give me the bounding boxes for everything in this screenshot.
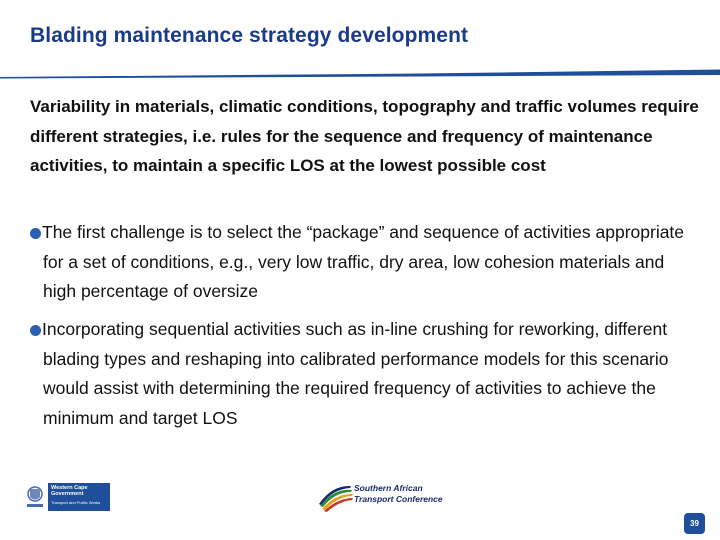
bullet-item-1 xyxy=(30,218,702,307)
intro-paragraph: Variability in materials, climatic conditions, topography and traffic volumes require different strategies, i.e. rules for the sequence and frequency of maintenance activities, to maintain a specific LOS at the lowest possible cost xyxy=(30,97,699,175)
bullet-item-2 xyxy=(30,315,702,433)
bullet-text-2: Incorporating sequential activities such as in-line crushing for reworking, different blading types and reshaping into calibrated performance models for this scenario would assist with determining the required frequency of activities to achieve the minimum and target LOS xyxy=(42,319,669,428)
wcg-logo-line1: Western Cape xyxy=(51,485,88,491)
satc-logo xyxy=(318,480,443,514)
satc-logo-line1: Southern African xyxy=(354,483,423,493)
title-rule xyxy=(0,66,720,80)
coat-of-arms-icon xyxy=(22,483,48,511)
wcg-logo-line3: Transport and Public Works xyxy=(51,500,101,506)
bullet-text-1: The first challenge is to select the “package” and sequence of activities appropriate for a set of conditions, e.g., very low traffic, dry area, low cohesion materials and high percentage of oversize xyxy=(42,222,685,301)
bullet-dot-icon xyxy=(30,325,41,336)
western-cape-government-logo xyxy=(22,483,110,511)
satc-swoosh-icon xyxy=(318,484,354,512)
bullet-dot-icon xyxy=(30,228,41,239)
satc-logo-line2: Transport Conference xyxy=(354,494,443,504)
slide-title: Blading maintenance strategy development xyxy=(30,24,469,47)
page-number: 39 xyxy=(684,513,705,534)
satc-logo-text xyxy=(354,483,443,505)
wcg-logo-line2: Government xyxy=(51,491,84,498)
wcg-logo-text xyxy=(48,483,110,511)
